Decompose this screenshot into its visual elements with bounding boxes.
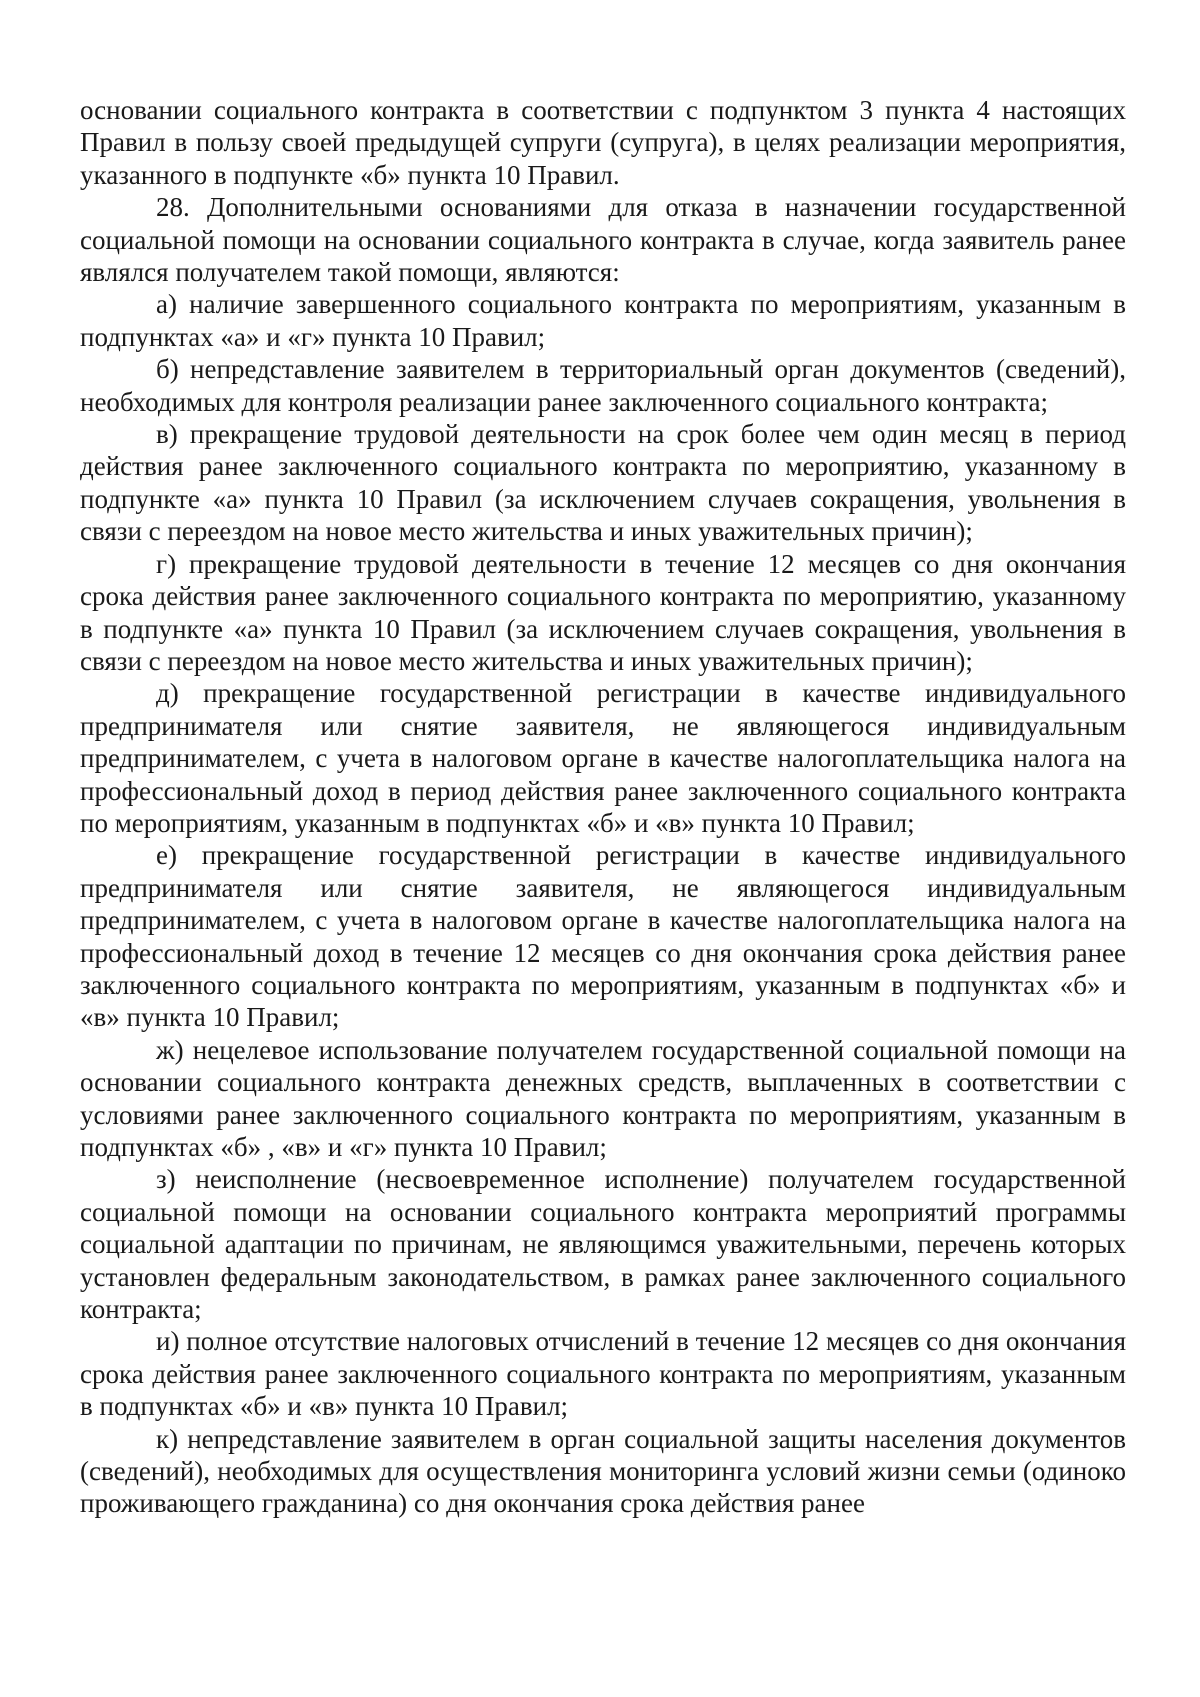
paragraph-item-zh: ж) нецелевое использование получателем государственной социальной помощи на основании социального контракта денежных средств, выплаченных в соответствии с условиями ранее заключенного социального контракта по мероприятиям, указанным в подпунктах «б» , «в» и «г» пункта 10 Правил; — [80, 1034, 1126, 1162]
paragraph-item-k: к) непредставление заявителем в орган социальной защиты населения документов (сведений), необходимых для осуществления мониторинга условий жизни семьи (одиноко проживающего гражданина) со дня окончания срока действия ранее — [80, 1423, 1126, 1519]
paragraph-item-b: б) непредставление заявителем в территориальный орган документов (сведений), необходимых для контроля реализации ранее заключенного социального контракта; — [80, 354, 1126, 417]
paragraph-item-v: в) прекращение трудовой деятельности на срок более чем один месяц в период действия ранее заключенного социального контракта по мероприятию, указанному в подпункте «а» пункта 10 Правил (за исключением случаев сокращения, увольнения в связи с переездом на новое место жительства и иных уважительных причин); — [80, 419, 1126, 547]
paragraph-28: 28. Дополнительными основаниями для отказа в назначении государственной социальной помощи на основании социального контракта в случае, когда заявитель ранее являлся получателем такой помощи, являются: — [80, 192, 1126, 288]
paragraph-item-e: е) прекращение государственной регистрации в качестве индивидуального предпринимателя или снятие заявителя, не являющегося индивидуальным предпринимателем, с учета в налоговом органе в качестве налогоплательщика налога на профессиональный доход в течение 12 месяцев со дня окончания срока действия ранее заключенного социального контракта по мероприятиям, указанным в подпунктах «б» и «в» пункта 10 Правил; — [80, 840, 1126, 1033]
paragraph-continuation: основании социального контракта в соответствии с подпунктом 3 пункта 4 настоящих Правил в пользу своей предыдущей супруги (супруга), в целях реализации мероприятия, указанного в подпункте «б» пункта 10 Правил. — [80, 95, 1126, 190]
paragraph-item-g: г) прекращение трудовой деятельности в течение 12 месяцев со дня окончания срока действия ранее заключенного социального контракта по мероприятию, указанному в подпункте «а» пункта 10 Правил (за исключением случаев сокращения, увольнения в связи с переездом на новое место жительства и иных уважительных причин); — [80, 548, 1126, 676]
paragraph-item-i: и) полное отсутствие налоговых отчислений в течение 12 месяцев со дня окончания срока действия ранее заключенного социального контракта по мероприятиям, указанным в подпунктах «б» и «в» пункта 10 Правил; — [80, 1326, 1126, 1422]
paragraph-item-z: з) неисполнение (несвоевременное исполнение) получателем государственной социальной помощи на основании социального контракта мероприятий программы социальной адаптации по причинам, не являющимся уважительными, перечень которых установлен федеральным законодательством, в рамках ранее заключенного социального контракта; — [80, 1164, 1126, 1325]
paragraph-item-a: а) наличие завершенного социального контракта по мероприятиям, указанным в подпунктах «а» и «г» пункта 10 Правил; — [80, 289, 1126, 352]
paragraph-item-d: д) прекращение государственной регистрации в качестве индивидуального предпринимателя или снятие заявителя, не являющегося индивидуальным предпринимателем, с учета в налоговом органе в качестве налогоплательщика налога на профессиональный доход в период действия ранее заключенного социального контракта по мероприятиям, указанным в подпунктах «б» и «в» пункта 10 Правил; — [80, 678, 1126, 838]
